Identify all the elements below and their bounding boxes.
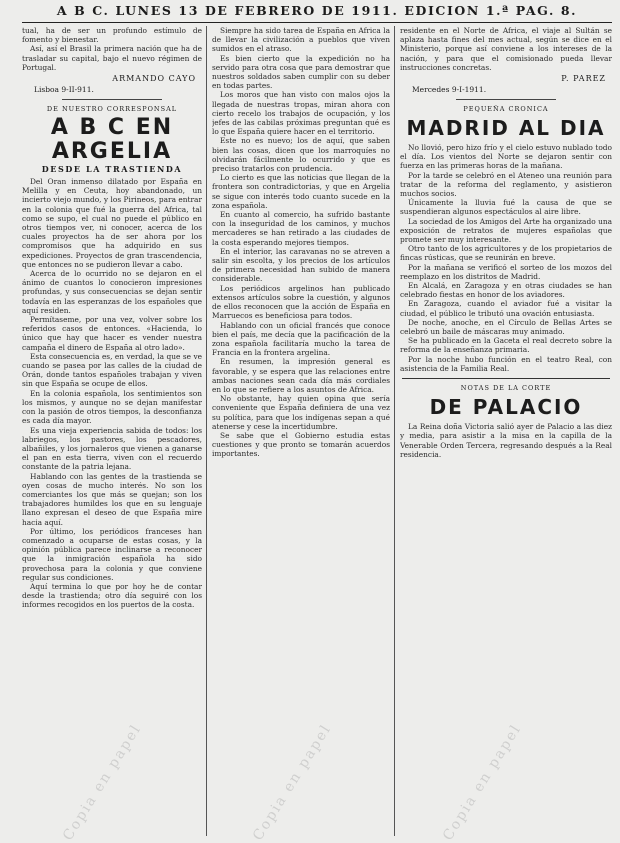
column-divider bbox=[394, 26, 395, 836]
column-1 bbox=[22, 26, 202, 831]
article-paragraph: Los periódicos argelinos han publicado extensos artículos sobre la cuestión, y algunos de ellos reconocen que la acción de España en Marruecos es beneficiosa para todos. bbox=[212, 283, 390, 321]
article-paragraph: Del Oran inmenso dilatado por España en Melilla y en Ceuta, hoy abandonado, un incierto viejo mundo, y los Pirineos, para entrar en la colonia que fué la guerra del Africa, tal como se supo, el cual no puede el público en otros tiempos ver, ni conocer, acerca de los cuales proyectos ha de ser ahora por los compromisos que ha adquirido en sus expediciones. Proyectos de gran trascendencia, que entonces no se pudieron llevar a cabo. bbox=[22, 177, 202, 269]
headline: DE PALACIO bbox=[429, 395, 583, 420]
article-paragraph: No llovió, pero hizo frío y el cielo estuvo nublado todo el día. Los vientos del Norte se dejaron sentir con fuerza en las primeras horas de la mañana. bbox=[400, 143, 612, 171]
article-paragraph: Por la tarde se celebró en el Ateneo una reunión para tratar de la reforma del reglamento, y asistieron muchos socios. bbox=[400, 170, 612, 199]
article-paragraph: De noche, anoche, en el Círculo de Bellas Artes se celebró un baile de máscaras muy animado. bbox=[400, 317, 612, 337]
headline: MADRID AL DIA bbox=[406, 116, 606, 141]
article-paragraph: Se ha publicado en la Gaceta el real decreto sobre la reforma de la enseñanza primaria. bbox=[400, 336, 612, 355]
article-paragraph: En Alcalá, en Zaragoza y en otras ciudades se han celebrado fiestas en honor de los aviadores. bbox=[400, 281, 612, 300]
column-2 bbox=[212, 26, 390, 831]
watermark-stamp: Copia en papel bbox=[440, 721, 525, 843]
article-paragraph: Por la noche hubo función en el teatro Real, con asistencia de la Familia Real. bbox=[400, 354, 612, 373]
article-paragraph: En resumen, la impresión general es favorable, y se espera que las relaciones entre ambas naciones sean cada día más cordiales en lo que se refiere a los asuntos de Africa. bbox=[212, 357, 390, 394]
article-paragraph: Permítaseme, por una vez, volver sobre los referidos casos de entonces. «Hacienda, lo único que hay que hacer es vender nuestra campaña el dinero de España al otro lado». bbox=[22, 315, 202, 352]
separator bbox=[456, 99, 556, 100]
article-paragraph: residente en el Norte de Africa, el viaje al Sultán se aplaza hasta fines del mes actual, según se dice en el Ministerio, porque así conviene a los intereses de la nación, y para que el comisionado pueda llevar instrucciones concretas. bbox=[400, 26, 612, 72]
dateline: Lisboa 9-II-911. bbox=[34, 85, 94, 95]
watermark-stamp: Copia en papel bbox=[60, 721, 145, 843]
article-paragraph: Se sabe que el Gobierno estudia estas cuestiones y que pronto se tomarán acuerdos importantes. bbox=[212, 430, 390, 459]
author-signature: P. PAREZ bbox=[561, 74, 606, 84]
article-paragraph: Es una vieja experiencia sabida de todos: los labriegos, los pastores, los pescadores, albañiles, y los jornaleros que vienen a ganarse el pan en esta tierra, viven con el recuerdo constante de la patria lejana. bbox=[22, 425, 202, 472]
article-paragraph: Siempre ha sido tarea de España en Africa la de llevar la civilización a pueblos que viven sumidos en el atraso. bbox=[212, 26, 390, 54]
watermark-stamp: Copia en papel bbox=[250, 721, 335, 843]
article-paragraph: Por último, los periódicos franceses han comenzado a ocuparse de estas cosas, y la opinión pública parece inclinarse a reconocer que la inmigración española ha sido provechosa para la colonia y que conviene regular sus condiciones. bbox=[22, 526, 202, 582]
article-paragraph: tual, ha de ser un profundo estímulo de fomento y bienestar. bbox=[22, 26, 202, 45]
article-paragraph: La Reina doña Victoria salió ayer de Palacio a las diez y media, para asistir a la misa en la capilla de la Venerable Orden Tercera, regresando después a la Real residencia. bbox=[400, 422, 612, 459]
article-paragraph: Por la mañana se verificó el sorteo de los mozos del reemplazo en los distritos de Madrid. bbox=[400, 262, 612, 281]
article-paragraph: Esta consecuencia es, en verdad, la que se ve cuando se pasea por las calles de la ciudad de Orán, donde tantos españoles trabajan y viven sin que España se ocupe de ellos. bbox=[22, 351, 202, 389]
separator bbox=[402, 378, 610, 379]
article-paragraph: Acerca de lo ocurrido no se dejaron en el ánimo de cuantos lo conocieron impresiones profundas, y sus consecuencias se dejan sentir todavía en las esperanzas de los españoles que aquí residen. bbox=[22, 269, 202, 315]
article-paragraph: Es bien cierto que la expedición no ha servido para otra cosa que para demostrar que nuestros soldados saben cumplir con su deber en todas partes. bbox=[212, 53, 390, 91]
article-paragraph: En el interior, las caravanas no se atreven a salir sin escolta, y los precios de los artículos de primera necesidad han subido de manera considerable. bbox=[212, 246, 390, 284]
subheadline: DESDE LA TRASTIENDA bbox=[41, 164, 183, 175]
dateline: Mercedes 9-I-1911. bbox=[412, 85, 487, 95]
article-paragraph: Lo cierto es que las noticias que llegan de la frontera son contradictorias, y que en Argelia se sigue con interés todo cuanto sucede en la zona española. bbox=[212, 173, 390, 210]
article-paragraph: Hablando con un oficial francés que conoce bien el país, me decía que la pacificación de la zona española facilitaría mucho la tarea de Francia en la frontera argelina. bbox=[212, 320, 390, 358]
page-header: A B C. LUNES 13 DE FEBRERO DE 1911. EDICION 1.ª PAG. 8. bbox=[56, 3, 578, 18]
separator bbox=[62, 99, 162, 100]
column-3 bbox=[400, 26, 612, 831]
article-paragraph: En la colonia española, los sentimientos son los mismos, y aunque no se dejan manifestar con la pasión de otros tiempos, la desconfianza es cada día mayor. bbox=[22, 388, 202, 426]
section-label: DE NUESTRO CORRESPONSAL bbox=[46, 105, 178, 114]
article-paragraph: Únicamente la lluvia fué la causa de que se suspendieran algunos espectáculos al aire libre. bbox=[400, 198, 612, 217]
article-paragraph: En Zaragoza, cuando el aviador fué a visitar la ciudad, el público le tributó una ovación entusiasta. bbox=[400, 299, 612, 318]
author-signature: ARMANDO CAYO bbox=[112, 74, 196, 84]
article-paragraph: Otro tanto de los agricultores y de los propietarios de fincas rústicas, que se reunirán en breve. bbox=[400, 244, 612, 263]
section-label: NOTAS DE LA CORTE bbox=[460, 384, 552, 393]
article-paragraph: No obstante, hay quien opina que sería conveniente que España definiera de una vez su política, para que los indígenas sepan a qué atenerse y cese la incertidumbre. bbox=[212, 394, 390, 431]
article-paragraph: Aquí termina lo que por hoy he de contar desde la trastienda; otro día seguiré con los informes recogidos en los puertos de la costa. bbox=[22, 581, 202, 610]
section-label: PEQUEÑA CRONICA bbox=[463, 105, 549, 114]
article-paragraph: Este no es nuevo; los de aquí, que saben bien las cosas, dicen que los marroquíes no olvidarán fácilmente lo ocurrido y que es preciso tratarlos con prudencia. bbox=[212, 136, 390, 174]
column-divider bbox=[206, 26, 207, 836]
article-paragraph: La sociedad de los Amigos del Arte ha organizado una exposición de retratos de mujeres españolas que promete ser muy interesante. bbox=[400, 216, 612, 245]
headline: A B C EN ARGELIA bbox=[50, 115, 174, 165]
article-paragraph: Hablando con las gentes de la trastienda se oyen cosas de mucho interés. No son los comerciantes los que más se quejan; son los trabajadores humildes los que en su lenguaje llano expresan el deseo de que España mire hacia aquí. bbox=[22, 471, 202, 527]
article-paragraph: En cuanto al comercio, ha sufrido bastante con la inseguridad de los caminos, y muchos mercaderes se han retirado a las ciudades de la costa esperando mejores tiempos. bbox=[212, 210, 390, 247]
article-paragraph: Los moros que han visto con malos ojos la llegada de nuestras tropas, miran ahora con cierto recelo los trabajos de ocupación, y los jefes de las cabilas próximas preguntan qué es lo que España quiere hacer en el territorio. bbox=[212, 90, 390, 137]
article-paragraph: Así, así el Brasil la primera nación que ha de trasladar su capital, bajo el nuevo régimen de Portugal. bbox=[22, 44, 202, 72]
header-rule bbox=[22, 22, 612, 23]
